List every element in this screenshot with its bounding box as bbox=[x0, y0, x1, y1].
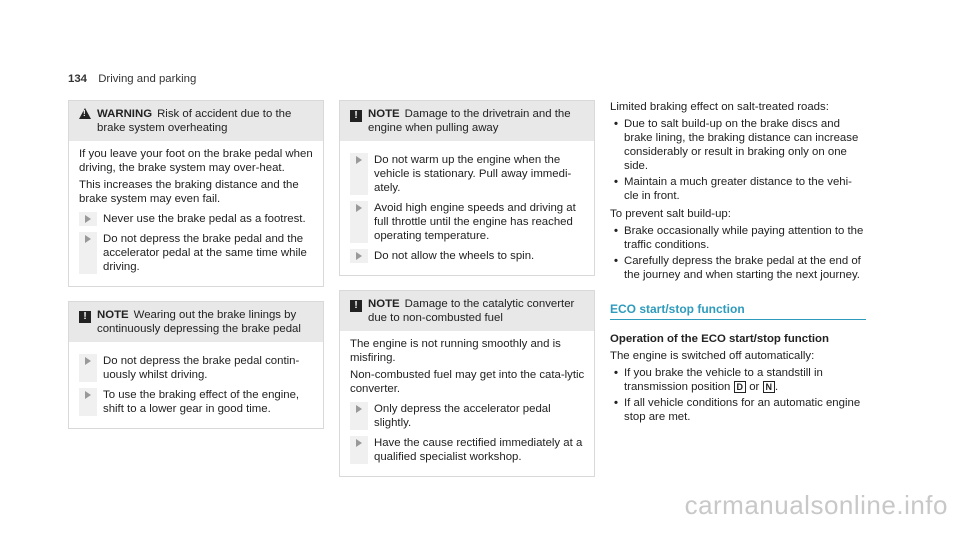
note-box bbox=[339, 100, 595, 276]
play-arrow-icon bbox=[350, 436, 368, 447]
watermark: carmanualsonline.info bbox=[684, 490, 948, 520]
note-title: Damage to the drivetrain and the engine when pulling away bbox=[368, 108, 571, 134]
note-body bbox=[340, 141, 594, 275]
instruction-step: Avoid high engine speeds and driving at full throttle until the engine has reached operating temperature. bbox=[350, 201, 586, 243]
warning-title: Risk of accident due to the brake system overheating bbox=[97, 108, 292, 134]
column-2 bbox=[339, 100, 595, 477]
instruction-step: Do not depress the brake pedal contin-uously whilst driving. bbox=[79, 354, 315, 382]
warning-paragraph: This increases the braking distance and the brake system may even fail. bbox=[79, 179, 299, 205]
note-label: NOTE bbox=[368, 108, 400, 120]
instruction-step: Do not warm up the engine when the vehicle is stationary. Pull away immedi-ately. bbox=[350, 153, 586, 195]
note-header bbox=[340, 291, 594, 331]
instruction-step: Have the cause rectified immediately at a qualified specialist workshop. bbox=[350, 436, 586, 464]
bullet-dot-icon: • bbox=[614, 176, 618, 188]
bullet-dot-icon: • bbox=[614, 255, 618, 267]
list-item: • Due to salt build-up on the brake discs and brake lining, the braking distance can increase considerably or result in braking only on one side. bbox=[610, 117, 866, 173]
bullet-dot-icon: • bbox=[614, 367, 618, 379]
note-box bbox=[339, 290, 595, 477]
column-1 bbox=[68, 100, 324, 429]
play-arrow-icon bbox=[350, 249, 368, 260]
bullet-list bbox=[610, 117, 866, 203]
bullet-dot-icon: • bbox=[614, 118, 618, 130]
note-exclamation-icon: ! bbox=[350, 298, 368, 312]
transmission-n-key: N bbox=[763, 381, 776, 393]
note-label: NOTE bbox=[97, 309, 129, 321]
note-paragraph: The engine is not running smoothly and is misfiring. bbox=[350, 338, 561, 364]
transmission-d-key: D bbox=[734, 381, 747, 393]
note-body bbox=[69, 342, 323, 428]
instruction-step: Never use the brake pedal as a footrest. bbox=[79, 212, 315, 226]
eco-subheading: Operation of the ECO start/stop function bbox=[610, 333, 829, 345]
note-label: NOTE bbox=[368, 298, 400, 310]
bullet-dot-icon: • bbox=[614, 225, 618, 237]
bullet-list bbox=[610, 224, 866, 282]
page-number: 134 bbox=[68, 73, 88, 85]
play-arrow-icon bbox=[350, 402, 368, 413]
prevent-text: To prevent salt build-up: bbox=[610, 208, 731, 220]
bullet-dot-icon: • bbox=[614, 397, 618, 409]
list-item: • If all vehicle conditions for an automatic engine stop are met. bbox=[610, 396, 866, 424]
note-paragraph: Non-combusted fuel may get into the cata-lytic converter. bbox=[350, 369, 585, 395]
warning-header bbox=[69, 101, 323, 141]
warning-box bbox=[68, 100, 324, 287]
play-arrow-icon bbox=[79, 388, 97, 399]
note-exclamation-icon: ! bbox=[350, 108, 368, 122]
eco-section-title: ECO start/stop function bbox=[610, 302, 866, 320]
warning-paragraph: If you leave your foot on the brake pedal when driving, the brake system may over-heat. bbox=[79, 148, 313, 174]
note-header bbox=[69, 302, 323, 342]
list-item: • Maintain a much greater distance to the vehi-cle in front. bbox=[610, 175, 866, 203]
play-arrow-icon bbox=[79, 232, 97, 243]
instruction-step: Do not allow the wheels to spin. bbox=[350, 249, 586, 263]
page-header bbox=[68, 72, 196, 86]
note-exclamation-icon: ! bbox=[79, 309, 97, 323]
instruction-step: Only depress the accelerator pedal slightly. bbox=[350, 402, 586, 430]
intro-text: Limited braking effect on salt-treated roads: bbox=[610, 101, 829, 113]
list-item: • If you brake the vehicle to a standstill in transmission position D or N . bbox=[610, 366, 866, 394]
note-header bbox=[340, 101, 594, 141]
list-item: • Brake occasionally while paying attention to the traffic conditions. bbox=[610, 224, 866, 252]
note-box bbox=[68, 301, 324, 429]
auto-text: The engine is switched off automatically: bbox=[610, 350, 815, 362]
column-3 bbox=[610, 100, 866, 428]
warning-label: WARNING bbox=[97, 108, 153, 120]
note-title: Wearing out the brake linings by continuously depressing the brake pedal bbox=[97, 309, 301, 335]
instruction-step: To use the braking effect of the engine, shift to a lower gear in good time. bbox=[79, 388, 315, 416]
play-arrow-icon bbox=[79, 212, 97, 223]
section-title: Driving and parking bbox=[98, 73, 197, 85]
play-arrow-icon bbox=[350, 201, 368, 212]
note-body bbox=[340, 331, 594, 476]
note-title: Damage to the catalytic converter due to non-combusted fuel bbox=[368, 298, 575, 324]
play-arrow-icon bbox=[79, 354, 97, 365]
warning-triangle-icon bbox=[79, 108, 97, 123]
instruction-step: Do not depress the brake pedal and the accelerator pedal at the same time while driving. bbox=[79, 232, 315, 274]
bullet-list bbox=[610, 366, 866, 424]
play-arrow-icon bbox=[350, 153, 368, 164]
warning-body bbox=[69, 141, 323, 286]
list-item: • Carefully depress the brake pedal at the end of the journey and when starting the next journey. bbox=[610, 254, 866, 282]
